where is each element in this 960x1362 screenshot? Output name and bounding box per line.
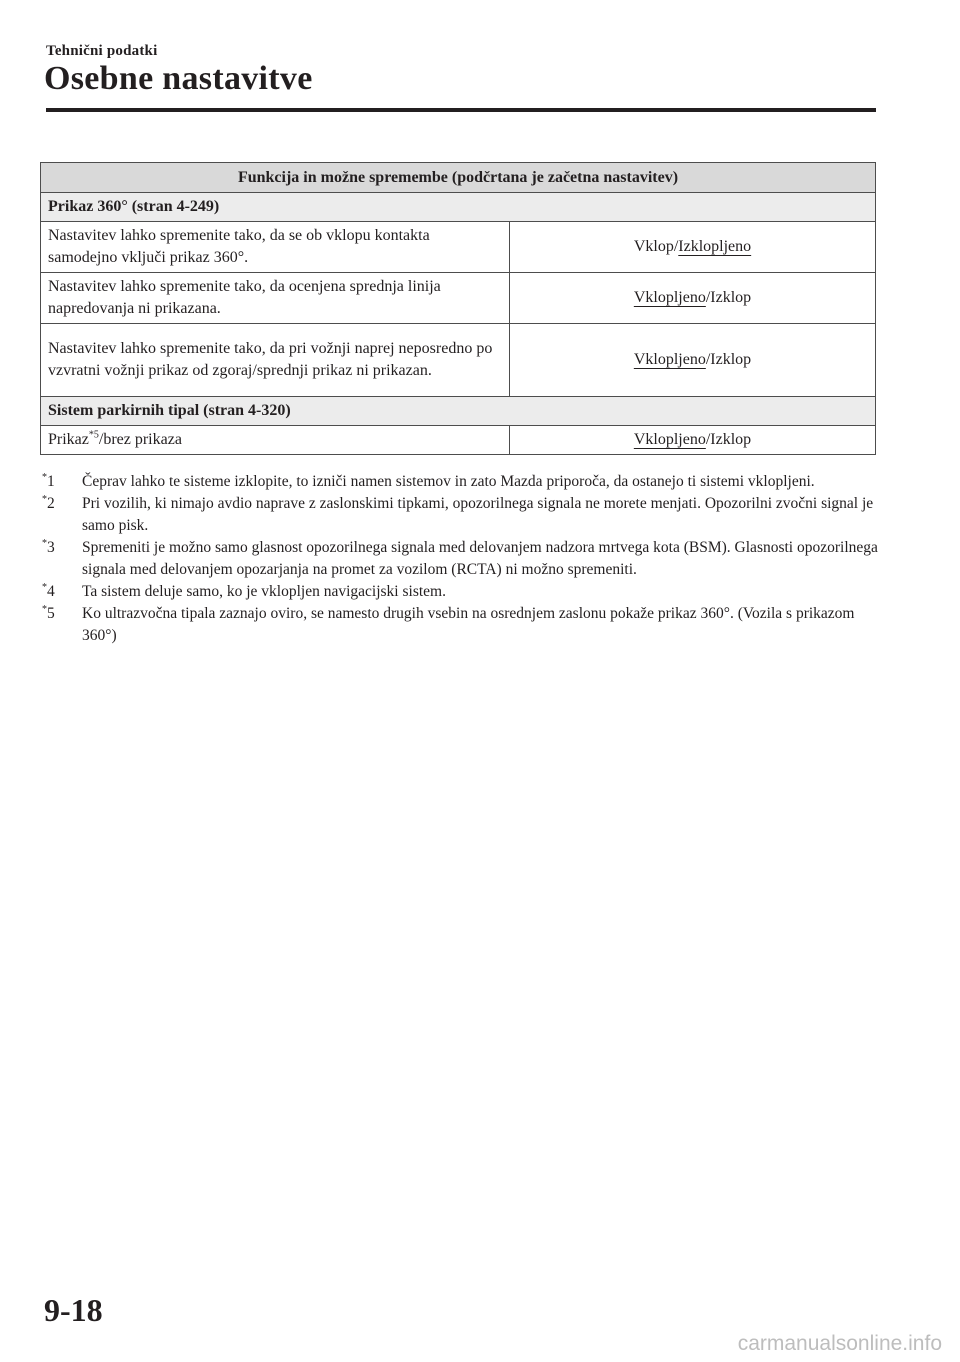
setting-options: Vklopljeno/Izklop <box>510 426 876 455</box>
option-first-default: Vklopljeno <box>633 431 706 448</box>
footnote-star: * <box>42 493 47 505</box>
table-header-row <box>41 163 876 193</box>
footnote-marker <box>40 537 82 581</box>
option-first: Vklop <box>633 238 674 255</box>
table-column-header: Funkcija in možne spremembe (podčrtana je začetna nastavitev) <box>41 163 876 193</box>
footnote-star: * <box>42 581 47 593</box>
footnote-star: * <box>42 603 47 615</box>
footnote-marker <box>40 581 82 603</box>
footnote-marker <box>40 603 82 647</box>
footnote-number: 1 <box>47 473 55 490</box>
footnote-number: 5 <box>47 605 55 622</box>
setting-options: Vklop/Izklopljeno <box>510 222 876 273</box>
title-divider <box>46 108 876 112</box>
setting-options: Vklopljeno/Izklop <box>510 273 876 324</box>
option-first-default: Vklopljeno <box>633 289 706 306</box>
setting-description <box>41 426 510 455</box>
group-title-360-view: Prikaz 360° (stran 4-249) <box>41 193 876 222</box>
footnote-text: Čeprav lahko te sisteme izklopite, to izniči namen sistemov in zato Mazda priporoča, da ostanejo ti sistemi vklopljeni. <box>82 473 815 490</box>
footnote-marker <box>40 493 82 537</box>
footnote-star: * <box>42 537 47 549</box>
footnote <box>40 537 880 581</box>
page-title: Osebne nastavitve <box>44 60 313 97</box>
description-text: Prikaz <box>48 431 89 448</box>
setting-options: Vklopljeno/Izklop <box>510 324 876 397</box>
footnote-ref: *5 <box>88 429 99 441</box>
table-row <box>41 222 876 273</box>
footnote <box>40 581 880 603</box>
table-row <box>41 426 876 455</box>
footnote-marker <box>40 471 82 493</box>
footnote-star: * <box>42 471 47 483</box>
group-row <box>41 193 876 222</box>
description-text-suffix: /brez prikaza <box>98 431 182 448</box>
setting-description: Nastavitev lahko spremenite tako, da se ob vklopu kontakta samodejno vključi prikaz 360°. <box>41 222 510 273</box>
option-second: Izklop <box>710 289 752 306</box>
footnote-number: 3 <box>47 539 55 556</box>
watermark: carmanualsonline.info <box>737 1332 942 1355</box>
footnote-number: 4 <box>47 583 55 600</box>
settings-table <box>40 162 876 455</box>
section-label: Tehnični podatki <box>46 43 158 59</box>
option-second: Izklop <box>710 431 752 448</box>
footnote-text: Pri vozilih, ki nimajo avdio naprave z zaslonskimi tipkami, opozorilnega signala ne morete menjati. Opozorilni zvočni signal je samo pisk. <box>82 495 874 534</box>
option-second: Izklop <box>710 351 752 368</box>
footnote-text: Ta sistem deluje samo, ko je vklopljen navigacijski sistem. <box>82 583 446 600</box>
footnote-number: 2 <box>47 495 55 512</box>
page-number: 9-18 <box>44 1292 103 1328</box>
footnote-text: Ko ultrazvočna tipala zaznajo oviro, se namesto drugih vsebin na osrednjem zaslonu pokaže prikaz 360°. (Vozila s prikazom 360°) <box>82 605 855 644</box>
setting-description: Nastavitev lahko spremenite tako, da ocenjena sprednja linija napredovanja ni prikazana. <box>41 273 510 324</box>
option-second-default: Izklopljeno <box>678 238 752 255</box>
setting-description: Nastavitev lahko spremenite tako, da pri vožnji naprej neposredno po vzvratni vožnji prikaz od zgoraj/sprednji prikaz ni prikazan. <box>41 324 510 397</box>
footnote <box>40 471 880 493</box>
footnote <box>40 493 880 537</box>
table-row <box>41 324 876 397</box>
group-row <box>41 397 876 426</box>
group-title-parking-sensors: Sistem parkirnih tipal (stran 4-320) <box>41 397 876 426</box>
footnote-text: Spremeniti je možno samo glasnost opozorilnega signala med delovanjem nadzora mrtvega kota (BSM). Glasnosti opozorilnega signala med delovanjem opozarjanja na promet za vozilom (RCTA) ni možno spremeniti. <box>82 539 878 578</box>
footnotes <box>40 471 880 647</box>
option-first-default: Vklopljeno <box>633 351 706 368</box>
footnote <box>40 603 880 647</box>
table-row <box>41 273 876 324</box>
